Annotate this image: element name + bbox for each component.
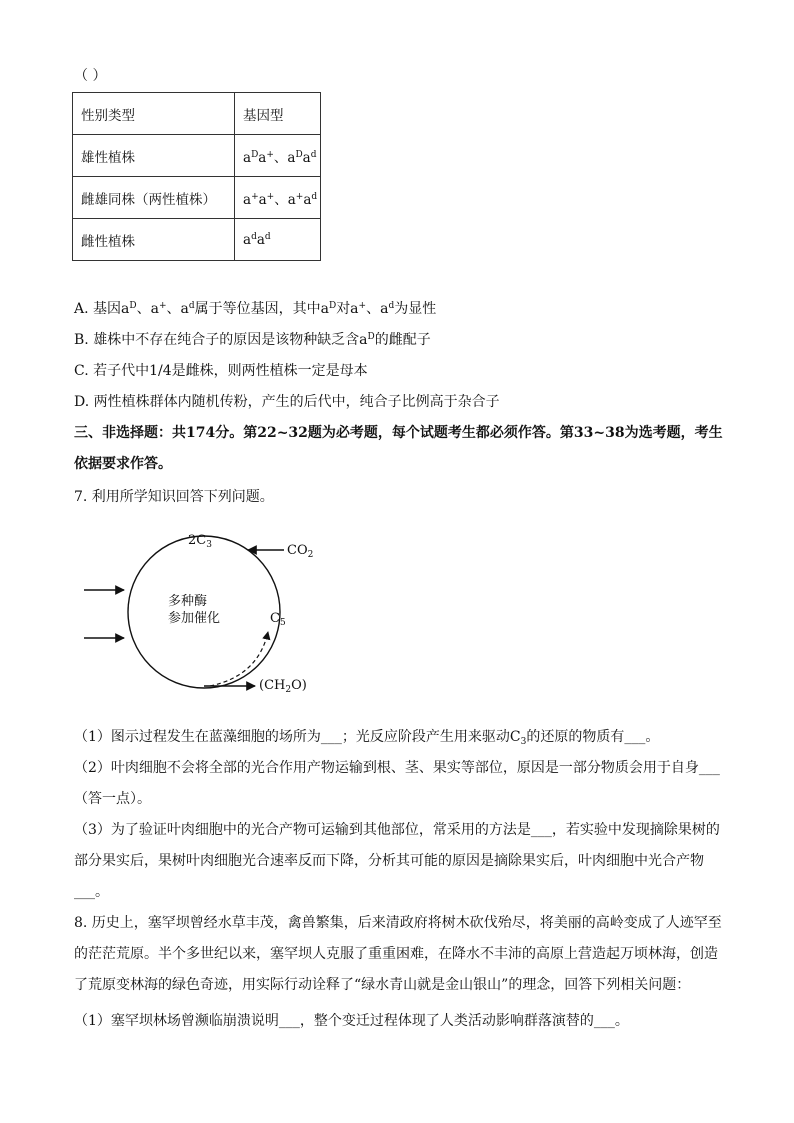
question-7-part-1: （1）图示过程发生在蓝藻细胞的场所为___；光反应阶段产生用来驱动$C_3$的还原的物质有___。: [74, 729, 660, 747]
question-7-part-2: （2）叶肉细胞不会将全部的光合作用产物运输到根、茎、果实等部位，原因是一部分物质会用于自身___（答一点）。: [74, 760, 720, 807]
table-header-cell: 性别类型: [73, 93, 235, 135]
enzyme-label-line1: 多种酶: [168, 594, 208, 609]
question-8-part-1: （1）塞罕坝林场曾濒临崩溃说明___，整个变迁过程体现了人类活动影响群落演替的___。: [74, 1013, 629, 1029]
ch2o-label: $(CH_2O)$: [259, 678, 307, 695]
co2-label: $CO_2$: [287, 543, 314, 560]
option-b: B. 雄株中不存在纯合子的原因是该物种缺乏含$a^D$的雌配子: [74, 332, 431, 348]
question-8-stem: 8. 历史上，塞罕坝曾经水草丰茂，禽兽繁集，后来清政府将树木砍伐殆尽，将美丽的高岭变成了人迹罕至的茫茫荒原。半个多世纪以来，塞罕坝人克服了重重困难，在降水不丰沛的高原上营造起万顷林海，创造了荒原变林海的绿色奇迹，用实际行动诠释了“绿水青山就是金山银山”的理念，回答下列相关问题：: [74, 915, 722, 993]
table-cell: $a^da^d$: [235, 219, 321, 261]
option-c: C. 若子代中1/4是雌株，则两性植株一定是母本: [74, 363, 368, 379]
table-cell: 雌雄同株（两性植株）: [73, 177, 235, 219]
table-cell: a+a+、$a^+a^d$: [235, 177, 321, 219]
question-7-stem: 7. 利用所学知识回答下列问题。: [74, 489, 274, 505]
table-cell: 雌性植株: [73, 219, 235, 261]
enzyme-label-line2: 参加催化: [168, 611, 221, 626]
option-a: A. 基因$a^D$、a+、$a^d$属于等位基因，其中$a^D$对a+、$a^d$为显性: [74, 301, 437, 317]
section-heading: 三、非选择题：共174分。第22~32题为必考题，每个试题考生都必须作答。第33~38为选考题，考生依据要求作答。: [74, 425, 723, 472]
question-7-part-3: （3）为了验证叶肉细胞中的光合产物可运输到其他部位，常采用的方法是___，若实验中发现摘除果树的部分果实后，果树叶肉细胞光合速率反而下降，分析其可能的原因是摘除果实后，叶肉细胞中光合产物___。: [74, 822, 720, 900]
table-cell: 雄性植株: [73, 135, 235, 177]
answer-parentheses: （ ）: [74, 68, 107, 84]
c5-label: $C_5$: [270, 611, 286, 628]
option-d: D. 两性植株群体内随机传粉，产生的后代中，纯合子比例高于杂合子: [74, 394, 500, 410]
table-cell: $a^Da^+$、$a^Da^d$: [235, 135, 321, 177]
c3-label: $2C_3$: [188, 533, 212, 550]
table-header-cell: 基因型: [235, 93, 321, 135]
